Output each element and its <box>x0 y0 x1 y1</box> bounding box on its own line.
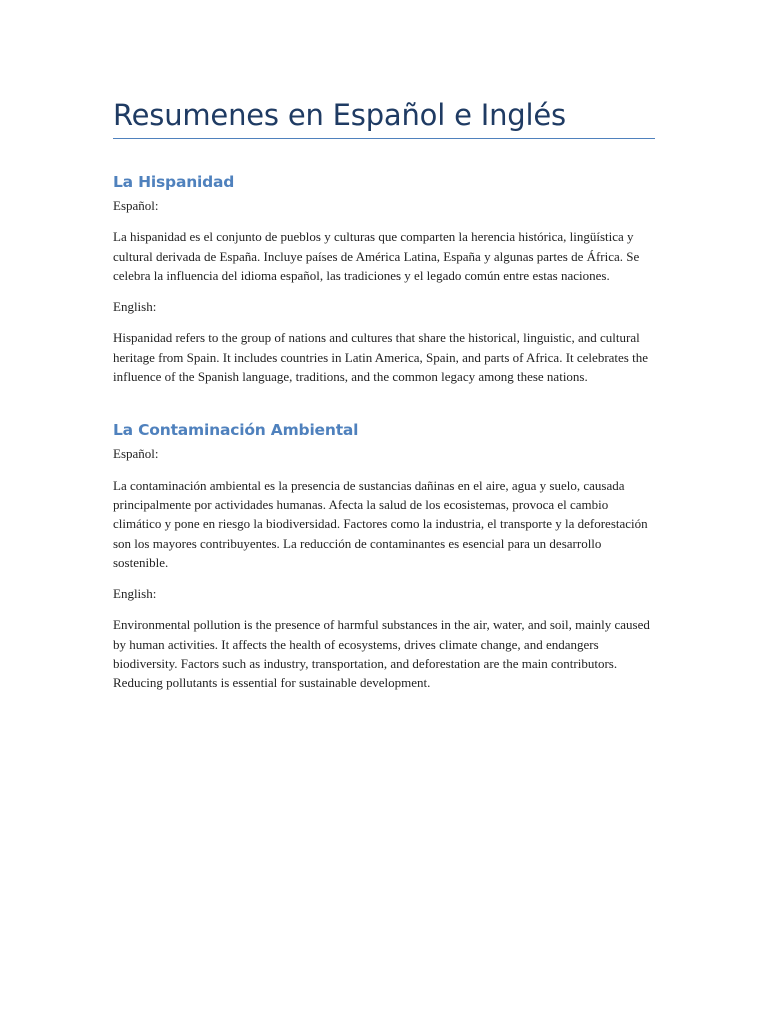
section-heading: La Contaminación Ambiental <box>113 421 359 440</box>
english-paragraph: Hispanidad refers to the group of nations and cultures that share the historical, linguistic, and cultural heritage from Spain. It includes countries in Latin America, Spain, and parts of Africa. It celebrates the influence of the Spanish language, traditions, and the common legacy among these nations. <box>113 330 648 385</box>
title-divider <box>113 138 655 139</box>
document-title: Resumenes en Español e Inglés <box>113 98 566 132</box>
spanish-label: Español: <box>113 446 159 462</box>
english-label: English: <box>113 586 157 602</box>
spanish-label: Español: <box>113 198 159 213</box>
english-paragraph: Environmental pollution is the presence of harmful substances in the air, water, and soil, mainly caused by human activities. It affects the health of ecosystems, drives climate change, and endangers biodiversity. Factors such as industry, transportation, and deforestation are the main contributors. Reducing pollutants is essential for sustainable development. <box>113 617 650 691</box>
spanish-paragraph: La contaminación ambiental es la presencia de sustancias dañinas en el aire, agua y suelo, causada principalmente por actividades humanas. Afecta la salud de los ecosistemas, provoca el cambio climático y pone en riesgo la biodiversidad. Factores como la industria, el transporte y la deforestación son los mayores contribuyentes. La reducción de contaminantes es esencial para un desarrollo sostenible. <box>113 477 648 570</box>
section-heading: La Hispanidad <box>113 173 235 191</box>
section-contaminacion <box>113 420 656 692</box>
section-hispanidad <box>113 172 656 386</box>
spanish-paragraph: La hispanidad es el conjunto de pueblos y culturas que comparten la herencia histórica, lingüística y cultural derivada de España. Incluye países de América Latina, España y algunas partes de África. Se celebra la influencia del idioma español, las tradiciones y el legado común entre estas naciones. <box>113 229 640 283</box>
document-page <box>113 0 656 693</box>
english-label: English: <box>113 299 157 315</box>
